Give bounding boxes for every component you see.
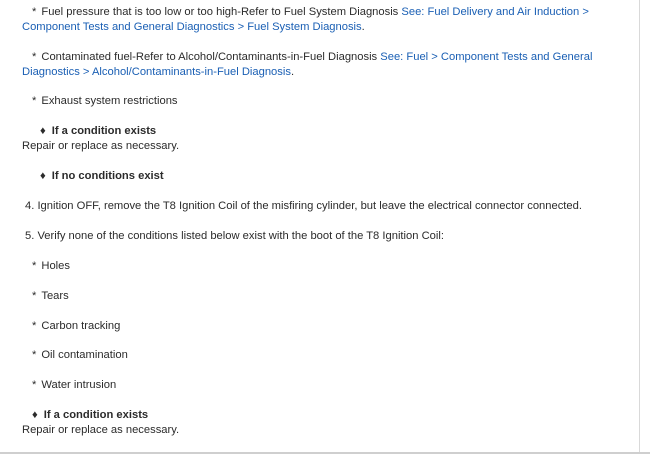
heading-text: If a condition exists	[51, 125, 157, 137]
step-5: 5. Verify none of the conditions listed below exist with the boot of the T8 Ignition Coil:	[25, 230, 444, 242]
condition-exists-heading	[40, 125, 156, 137]
bullet: *	[32, 95, 37, 107]
heading-text: If a condition exists	[43, 409, 149, 421]
item-text: Holes	[41, 260, 70, 272]
condition-exists-heading-2	[32, 409, 148, 421]
bullet: *	[32, 6, 37, 18]
list-item-water-intrusion	[32, 379, 116, 391]
alcohol-contaminants-diagnosis-link[interactable]: See: Fuel > Component Tests and General Diagnostics > Alcohol/Contaminants-in-Fuel Diagnosis	[22, 51, 593, 78]
list-item-carbon-tracking	[32, 320, 120, 332]
step-4: 4. Ignition OFF, remove the T8 Ignition Coil of the misfiring cylinder, but leave the electrical connector connected.	[25, 200, 582, 212]
bullet: *	[32, 379, 37, 391]
item-text: Oil contamination	[41, 349, 128, 361]
list-item-exhaust	[32, 95, 178, 107]
item-end: .	[290, 66, 295, 78]
list-item-fuel-pressure	[22, 5, 627, 35]
heading-text: If no conditions exist	[51, 170, 164, 182]
repair-instruction-2: Repair or replace as necessary.	[22, 424, 180, 436]
item-text: Tears	[41, 290, 69, 302]
no-conditions-heading	[40, 170, 164, 182]
list-item-holes	[32, 260, 70, 272]
diamond-bullet-icon: ♦	[40, 125, 46, 137]
diamond-bullet-icon: ♦	[32, 409, 38, 421]
item-text: Fuel pressure that is too low or too high-Refer to Fuel System Diagnosis	[41, 6, 402, 18]
item-text: Contaminated fuel-Refer to Alcohol/Contaminants-in-Fuel Diagnosis	[41, 51, 381, 63]
bullet: *	[32, 51, 37, 63]
bullet: *	[32, 290, 37, 302]
bullet: *	[32, 349, 37, 361]
item-end: .	[361, 21, 365, 33]
list-item-oil-contamination	[32, 349, 128, 361]
bullet: *	[32, 320, 37, 332]
fuel-system-diagnosis-link[interactable]: See: Fuel Delivery and Air Induction > Component Tests and General Diagnostics > Fuel System Diagnosis	[22, 6, 589, 33]
item-text: Carbon tracking	[41, 320, 121, 332]
item-text: Exhaust system restrictions	[41, 95, 178, 107]
bullet: *	[32, 260, 37, 272]
item-text: Water intrusion	[41, 379, 117, 391]
diamond-bullet-icon: ♦	[40, 170, 46, 182]
list-item-contaminated-fuel	[22, 50, 627, 80]
repair-instruction: Repair or replace as necessary.	[22, 140, 180, 152]
list-item-tears	[32, 290, 69, 302]
